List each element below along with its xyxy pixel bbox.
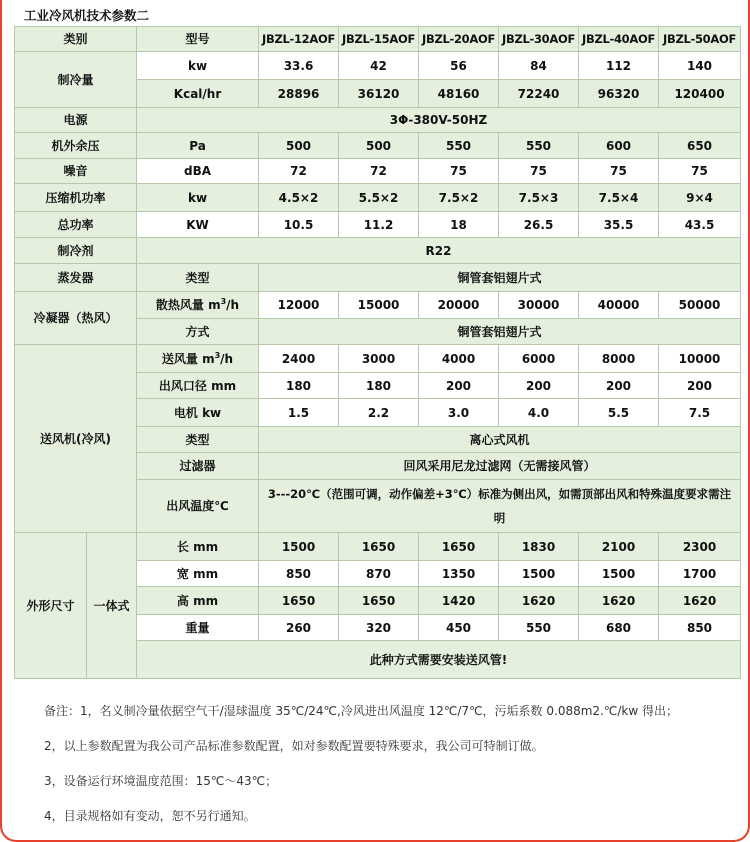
value-cell: 43.5: [659, 212, 741, 238]
filter-label: 过滤器: [137, 453, 259, 480]
note-item: 备注：1，名义制冷量依据空气干/湿球温度 35℃/24℃,冷风进出风温度 12℃/7℃，污垢系数 0.088m2.℃/kw 得出；: [44, 704, 678, 718]
unit-cell: Pa: [137, 133, 259, 159]
value-cell: 200: [579, 373, 659, 399]
value-cell: 50000: [659, 292, 741, 319]
value-cell: 75: [579, 159, 659, 184]
value-cell: 75: [419, 159, 499, 184]
value-cell: 180: [339, 373, 419, 399]
refrigerant-row: [15, 238, 741, 264]
value-cell: 1620: [579, 587, 659, 615]
value-cell: 1650: [339, 587, 419, 615]
value-cell: 8000: [579, 345, 659, 373]
value-cell: 550: [419, 133, 499, 159]
value-cell: 2100: [579, 533, 659, 561]
blower-type-label: 类型: [137, 427, 259, 453]
value-cell: 140: [659, 52, 741, 80]
value-cell: 1620: [659, 587, 741, 615]
value-cell: 850: [659, 615, 741, 641]
value-cell: 26.5: [499, 212, 579, 238]
value-cell: 84: [499, 52, 579, 80]
value-cell: 260: [259, 615, 339, 641]
value-cell: 3.0: [419, 399, 499, 427]
spec-table: [14, 26, 741, 679]
compressor-power-label: 压缩机功率: [15, 184, 137, 212]
value-cell: 4.0: [499, 399, 579, 427]
value-cell: 7.5×4: [579, 184, 659, 212]
duct-note: 此种方式需要安装送风管!: [137, 641, 741, 679]
value-cell: 7.5×2: [419, 184, 499, 212]
value-cell: 850: [259, 561, 339, 587]
value-cell: 4.5×2: [259, 184, 339, 212]
value-cell: 320: [339, 615, 419, 641]
total-power-label: 总功率: [15, 212, 137, 238]
header-row: [15, 27, 741, 52]
category-header: 类别: [15, 27, 137, 52]
integrated-label: 一体式: [87, 533, 137, 679]
value-cell: 7.5×3: [499, 184, 579, 212]
value-cell: 2300: [659, 533, 741, 561]
heat-airflow-row: [15, 292, 741, 319]
value-cell: 20000: [419, 292, 499, 319]
notes-section: [44, 698, 734, 838]
model-cell: JBZL-40AOF: [579, 27, 659, 52]
height-label: 高 mm: [137, 587, 259, 615]
value-cell: 30000: [499, 292, 579, 319]
document-title: 工业冷风机技术参数二: [24, 8, 150, 23]
value-cell: 56: [419, 52, 499, 80]
value-cell: 1700: [659, 561, 741, 587]
value-cell: 11.2: [339, 212, 419, 238]
unit-cell: Kcal/hr: [137, 80, 259, 108]
outlet-diameter-label: 出风口径 mm: [137, 373, 259, 399]
value-cell: 120400: [659, 80, 741, 108]
power-supply-label: 电源: [15, 108, 137, 133]
blower-label: 送风机(冷风): [15, 345, 137, 533]
value-cell: 200: [419, 373, 499, 399]
value-cell: 680: [579, 615, 659, 641]
evaporator-label: 蒸发器: [15, 264, 137, 292]
value-cell: 1350: [419, 561, 499, 587]
noise-row: [15, 159, 741, 184]
power-supply-value: 3Φ-380V-50HZ: [137, 108, 741, 133]
value-cell: 36120: [339, 80, 419, 108]
value-cell: 3000: [339, 345, 419, 373]
value-cell: 42: [339, 52, 419, 80]
motor-label: 电机 kw: [137, 399, 259, 427]
model-cell: JBZL-12AOF: [259, 27, 339, 52]
noise-label: 噪音: [15, 159, 137, 184]
value-cell: 1650: [259, 587, 339, 615]
value-cell: 12000: [259, 292, 339, 319]
value-cell: 5.5×2: [339, 184, 419, 212]
value-cell: 200: [659, 373, 741, 399]
outlet-temp-label: 出风温度℃: [137, 480, 259, 533]
model-cell: JBZL-30AOF: [499, 27, 579, 52]
value-cell: 75: [659, 159, 741, 184]
value-cell: 5.5: [579, 399, 659, 427]
value-cell: 650: [659, 133, 741, 159]
value-cell: 18: [419, 212, 499, 238]
value-cell: 35.5: [579, 212, 659, 238]
refrigerant-value: R22: [137, 238, 741, 264]
condenser-method-label: 方式: [137, 319, 259, 345]
value-cell: 600: [579, 133, 659, 159]
value-cell: 6000: [499, 345, 579, 373]
value-cell: 1620: [499, 587, 579, 615]
value-cell: 1500: [259, 533, 339, 561]
value-cell: 180: [259, 373, 339, 399]
evaporator-type-label: 类型: [137, 264, 259, 292]
value-cell: 2.2: [339, 399, 419, 427]
unit-cell: dBA: [137, 159, 259, 184]
ext-pressure-row: [15, 133, 741, 159]
cooling-label: 制冷量: [15, 52, 137, 108]
note-item: 2，以上参数配置为我公司产品标准参数配置，如对参数配置要特殊要求，我公司可特制订做。: [44, 739, 544, 753]
value-cell: 500: [339, 133, 419, 159]
model-header: 型号: [137, 27, 259, 52]
value-cell: 72: [339, 159, 419, 184]
condenser-method-value: 铜管套铝翅片式: [259, 319, 741, 345]
value-cell: 550: [499, 133, 579, 159]
value-cell: 28896: [259, 80, 339, 108]
value-cell: 500: [259, 133, 339, 159]
note-item: 4，目录规格如有变动，恕不另行通知。: [44, 809, 256, 823]
heat-airflow-label: 散热风量 $m^3/h$: [137, 292, 259, 319]
value-cell: 1500: [579, 561, 659, 587]
refrigerant-label: 制冷剂: [15, 238, 137, 264]
value-cell: 72: [259, 159, 339, 184]
value-cell: 40000: [579, 292, 659, 319]
value-cell: 9×4: [659, 184, 741, 212]
value-cell: 1650: [419, 533, 499, 561]
width-label: 宽 mm: [137, 561, 259, 587]
value-cell: 4000: [419, 345, 499, 373]
evaporator-row: [15, 264, 741, 292]
unit-cell: kw: [137, 52, 259, 80]
value-cell: 1650: [339, 533, 419, 561]
supply-airflow-label: 送风量 $m^3/h$: [137, 345, 259, 373]
value-cell: 1830: [499, 533, 579, 561]
blower-type-value: 离心式风机: [259, 427, 741, 453]
unit-cell: KW: [137, 212, 259, 238]
value-cell: 7.5: [659, 399, 741, 427]
filter-value: 回风采用尼龙过滤网（无需接风管）: [259, 453, 741, 480]
value-cell: 1420: [419, 587, 499, 615]
value-cell: 10000: [659, 345, 741, 373]
supply-airflow-row: [15, 345, 741, 373]
value-cell: 2400: [259, 345, 339, 373]
weight-label: 重量: [137, 615, 259, 641]
value-cell: 550: [499, 615, 579, 641]
outlet-temp-value: 3---20℃（范围可调，动作偏差+3℃）标准为侧出风，如需顶部出风和特殊温度要求需注明: [259, 480, 741, 533]
value-cell: 1.5: [259, 399, 339, 427]
value-cell: 1500: [499, 561, 579, 587]
compressor-power-row: [15, 184, 741, 212]
cooling-kw-row: [15, 52, 741, 80]
length-row: [15, 533, 741, 561]
dimensions-label: 外形尺寸: [15, 533, 87, 679]
value-cell: 75: [499, 159, 579, 184]
value-cell: 72240: [499, 80, 579, 108]
model-cell: JBZL-15AOF: [339, 27, 419, 52]
value-cell: 200: [499, 373, 579, 399]
value-cell: 450: [419, 615, 499, 641]
unit-cell: kw: [137, 184, 259, 212]
evaporator-type-value: 铜管套铝翅片式: [259, 264, 741, 292]
model-cell: JBZL-50AOF: [659, 27, 741, 52]
value-cell: 870: [339, 561, 419, 587]
model-cell: JBZL-20AOF: [419, 27, 499, 52]
length-label: 长 mm: [137, 533, 259, 561]
value-cell: 10.5: [259, 212, 339, 238]
power-supply-row: [15, 108, 741, 133]
value-cell: 96320: [579, 80, 659, 108]
value-cell: 112: [579, 52, 659, 80]
ext-pressure-label: 机外余压: [15, 133, 137, 159]
value-cell: 33.6: [259, 52, 339, 80]
condenser-label: 冷凝器（热风）: [15, 292, 137, 345]
total-power-row: [15, 212, 741, 238]
note-item: 3，设备运行环境温度范围：15℃～43℃；: [44, 774, 278, 788]
value-cell: 48160: [419, 80, 499, 108]
value-cell: 15000: [339, 292, 419, 319]
